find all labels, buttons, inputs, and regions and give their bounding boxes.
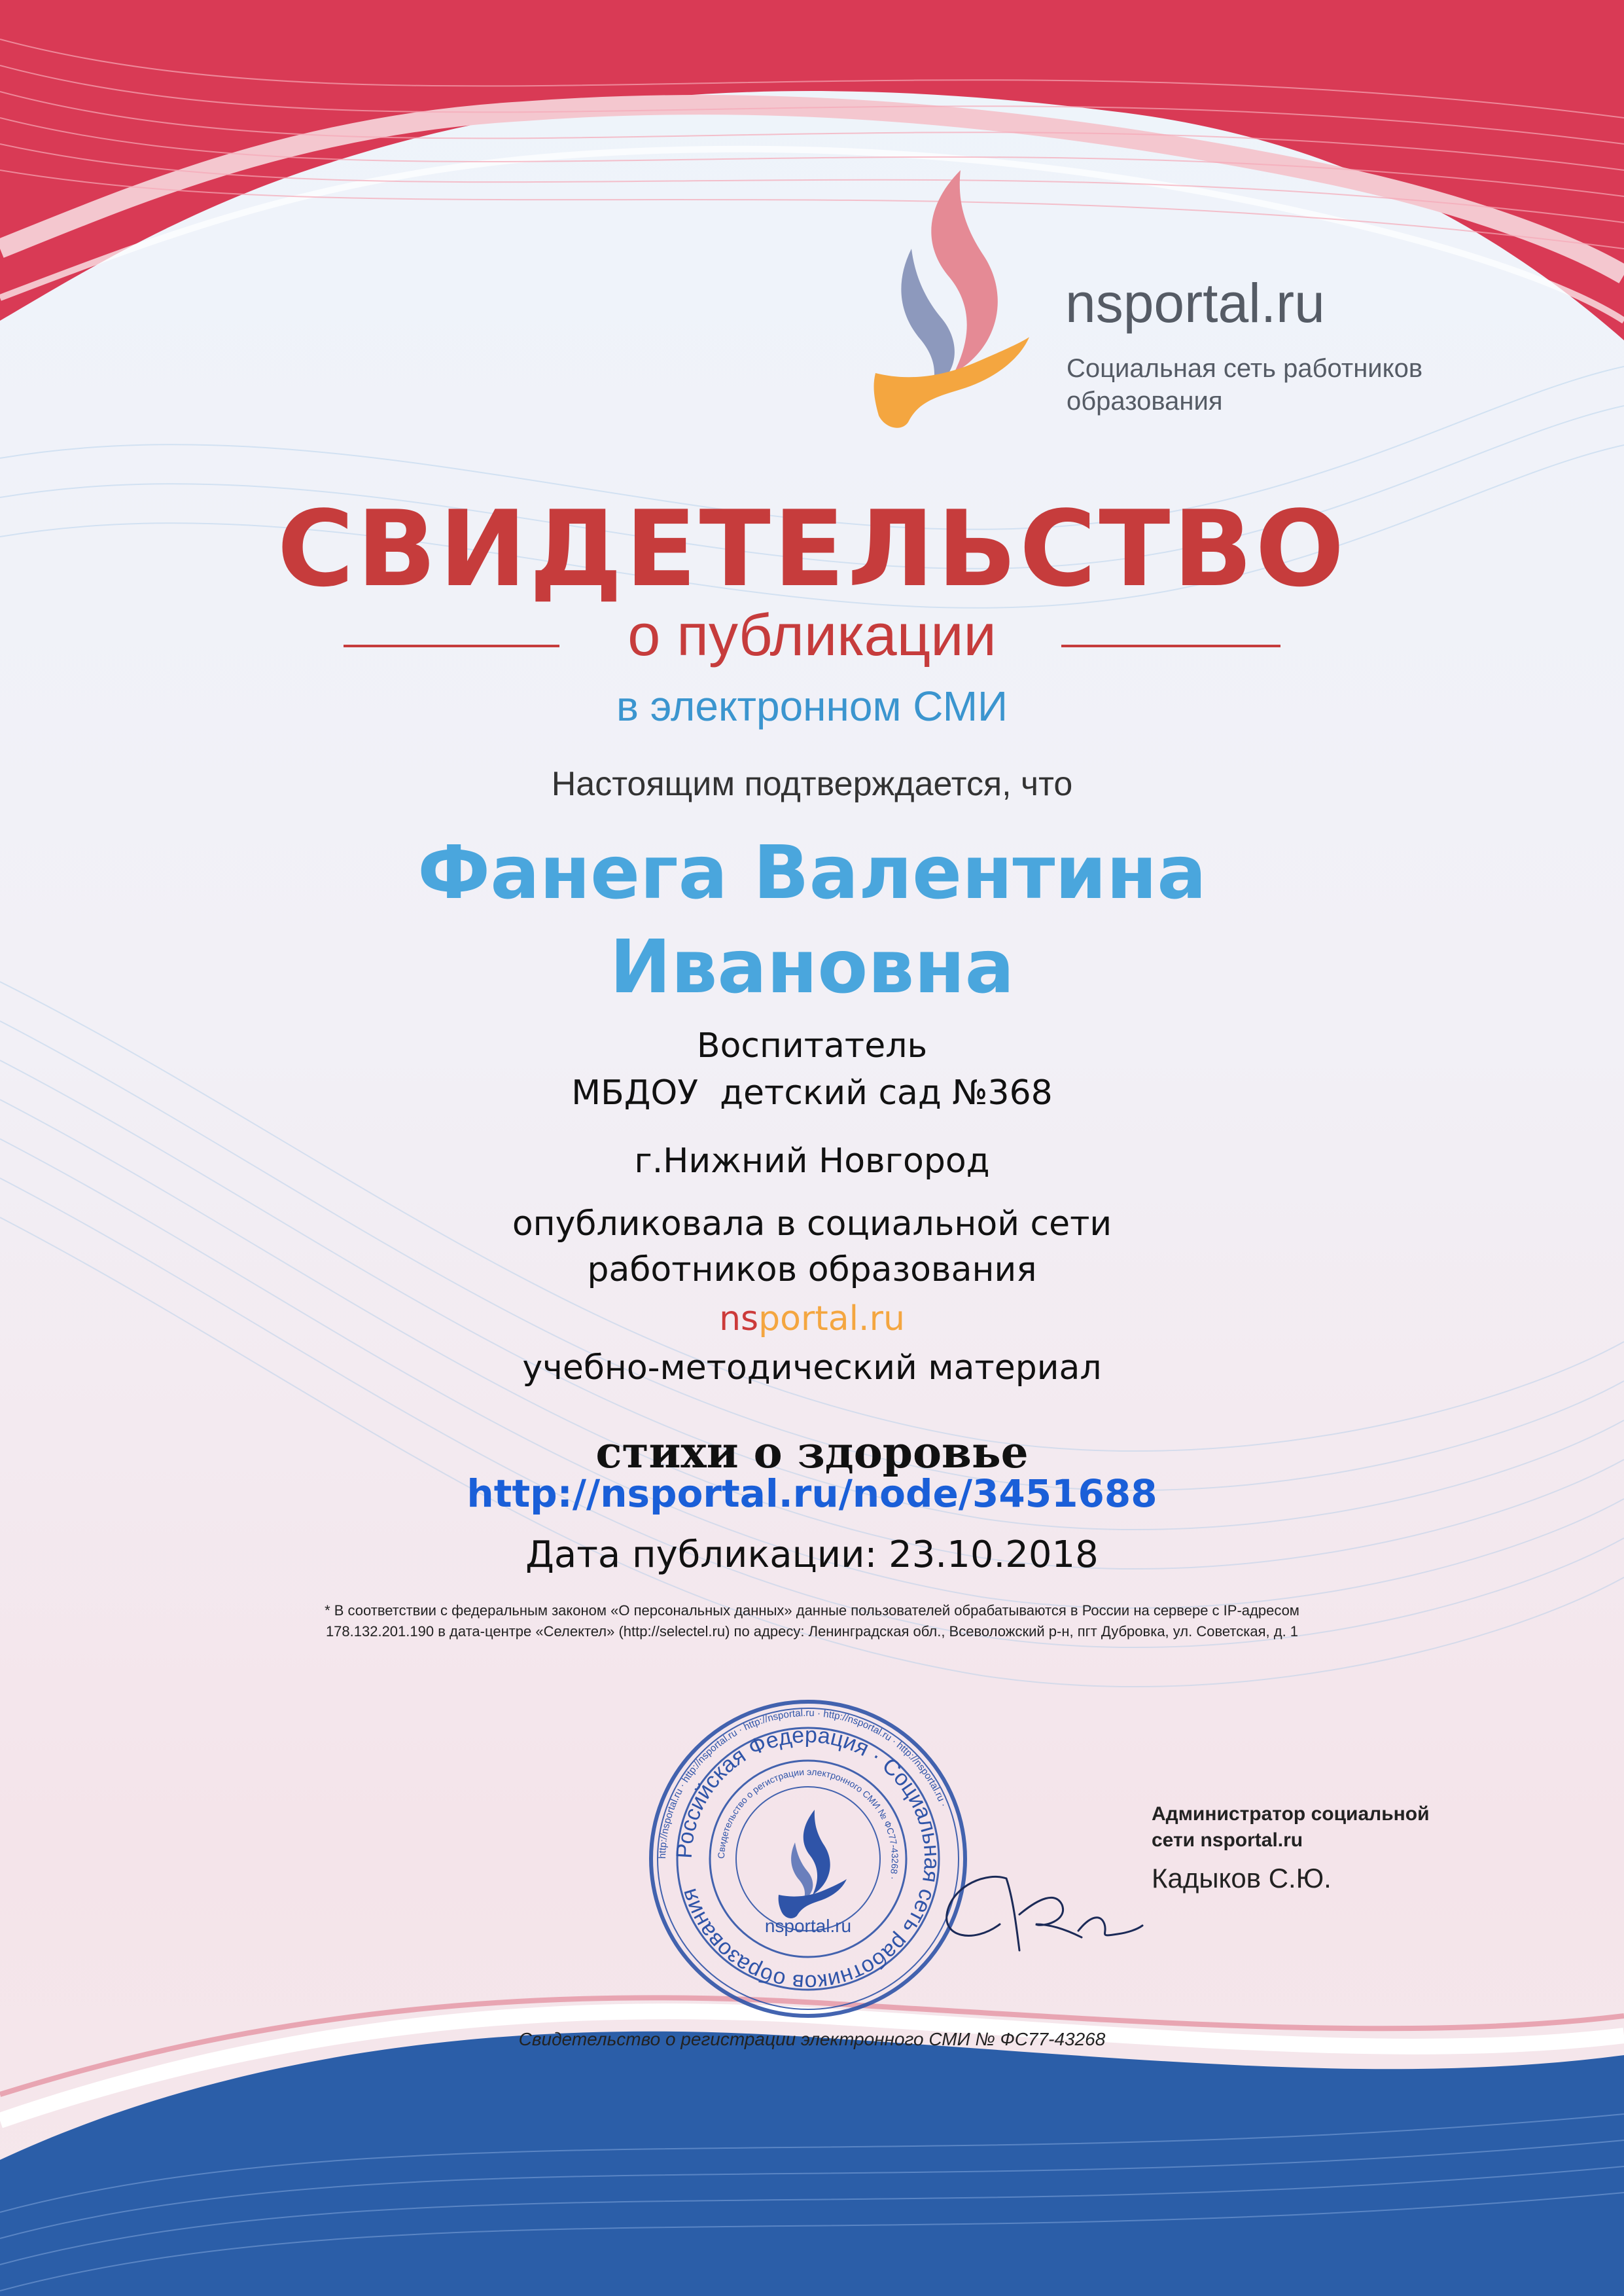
recipient-name-line2: Ивановна [609, 925, 1015, 1010]
portal-name-rest: portal.ru [758, 1299, 905, 1338]
signature [928, 1852, 1144, 1964]
official-stamp [644, 1695, 972, 2022]
footnote-line2: 178.132.201.190 в дата-центре «Селектел» (http://selectel.ru) по адресу: Ленинградская обл., Всеволожский р-н, пгт Дубровка, ул. Советская, д. 1 [325, 1623, 1299, 1640]
portal-name-ns: ns [719, 1299, 759, 1338]
material-url-link[interactable]: http://nsportal.ru/node/3451688 [467, 1471, 1157, 1516]
logo-name: nsportal.ru [1065, 272, 1325, 334]
stamp-outer-ring-text: http://nsportal.ru · http://nsportal.ru · http://nsportal.ru · http://nsportal.ru · http://nsportal.ru · [656, 1707, 949, 1859]
certificate-title: СВИДЕТЕЛЬСТВО [277, 488, 1347, 610]
recipient-name [0, 826, 1624, 1014]
admin-title-line1: Администратор социальной [1152, 1803, 1430, 1825]
stamp-inner-ring-text: Свидетельство о регистрации электронного СМИ № ФС77-43268 · [715, 1766, 901, 1881]
recipient-organization: МБДОУ детский сад №368 [571, 1073, 1053, 1113]
confirm-text: Настоящим подтверждается, что [551, 765, 1073, 803]
recipient-name-line1: Фанега Валентина [417, 831, 1207, 916]
published-line2: работников образования [587, 1250, 1037, 1289]
admin-title-line2: сети nsportal.ru [1152, 1829, 1303, 1851]
material-type: учебно-методический материал [522, 1348, 1102, 1388]
admin-title [1152, 1801, 1544, 1854]
footnote [0, 1600, 1624, 1642]
logo-tagline-line2: образования [1067, 387, 1223, 416]
registration-note: Свидетельство о регистрации электронного СМИ № ФС77-43268 [518, 2029, 1106, 2049]
published-line1: опубликовала в социальной сети [512, 1204, 1112, 1244]
flame-hand-logo-icon [862, 164, 1033, 432]
stamp-mid-ring-text: Российская Федерация · Социальная сеть работников образования [671, 1722, 945, 1996]
stamp-center-text: nsportal.ru [764, 1916, 852, 1936]
admin-name: Кадыков С.Ю. [1152, 1863, 1332, 1893]
certificate-subtitle: о публикации [627, 603, 997, 668]
recipient-city: г.Нижний Новгород [634, 1141, 990, 1181]
material-title: стихи о здоровье [595, 1427, 1029, 1478]
portal-name [0, 1299, 1624, 1338]
stamp-logo-icon [779, 1810, 847, 1918]
logo-tagline [1067, 352, 1525, 418]
logo-tagline-line1: Социальная сеть работников [1067, 354, 1423, 383]
footnote-line1: * В соответствии с федеральным законом «О персональных данных» данные пользователей обрабатываются в России на сервере с IP-адресом [325, 1602, 1299, 1619]
recipient-position: Воспитатель [696, 1026, 928, 1066]
publication-date: Дата публикации: 23.10.2018 [525, 1534, 1099, 1576]
certificate-subtitle-media: в электронном СМИ [616, 683, 1008, 730]
